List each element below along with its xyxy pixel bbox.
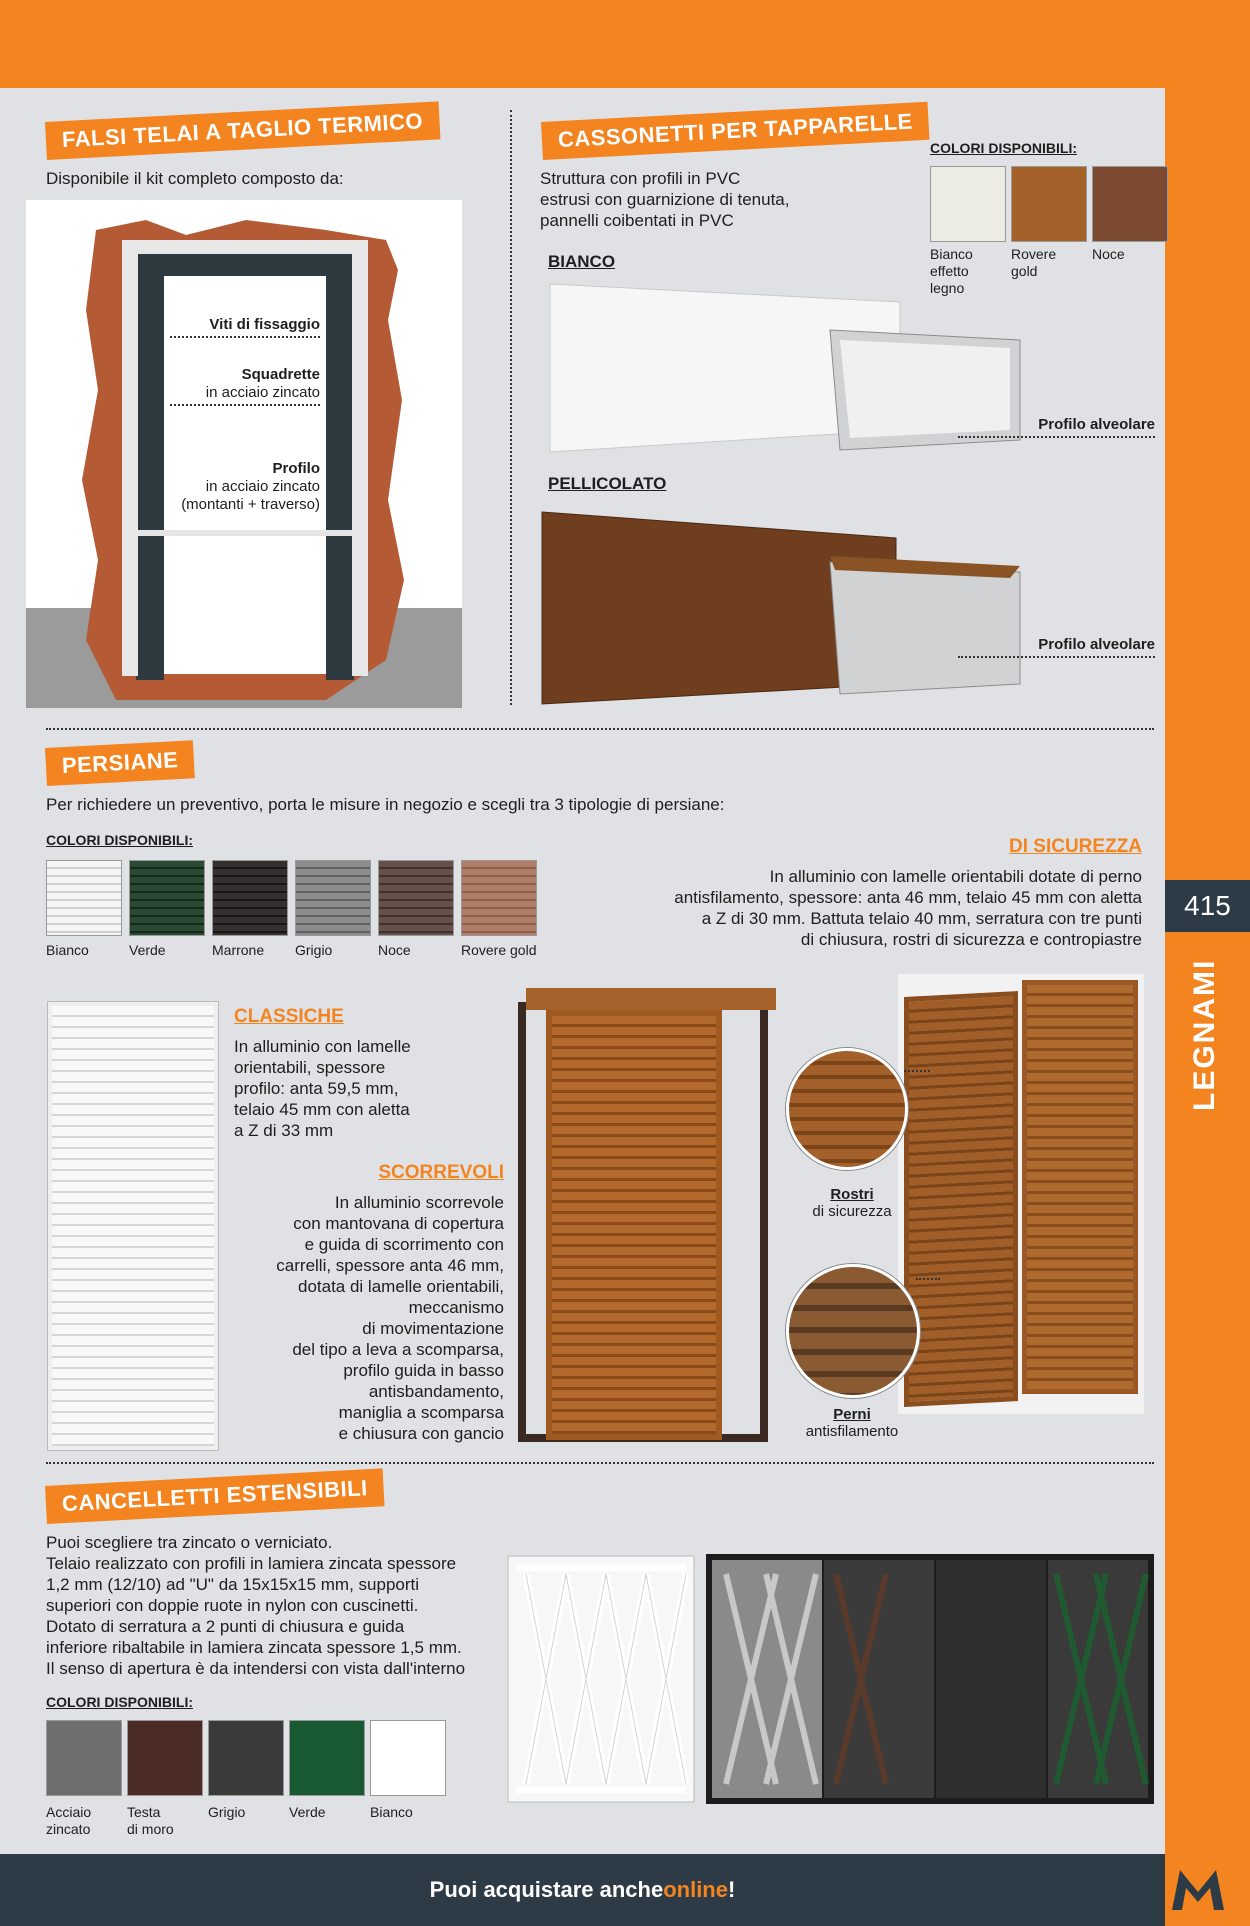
perni-detail-image [786, 1264, 920, 1398]
cancelletti-colors-title: COLORI DISPONIBILI: [46, 1694, 193, 1710]
swatch-label: Bianco [46, 942, 89, 958]
swatch-label: Testa [127, 1804, 161, 1820]
swatch-label: Marrone [212, 942, 265, 958]
swatch-color [289, 1720, 365, 1796]
swatch-item: Bianco effetto legno [930, 166, 1005, 297]
swatch-label: Verde [129, 942, 166, 958]
cassonetti-desc-2: estrusi con guarnizione di tenuta, [540, 190, 790, 209]
cancelletti-gamma-image [706, 1554, 1154, 1804]
footer-exclaim: ! [727, 1877, 736, 1902]
callout-line [916, 1278, 940, 1280]
sicurezza-line-4: di chiusura, rostri di sicurezza e contropiastre [800, 930, 1142, 949]
footer-text: Puoi acquistare anche [429, 1877, 664, 1902]
section-label: LEGNAMI [1188, 958, 1221, 1112]
scorrevoli-text: In alluminio scorrevole con mantovana di copertura e guida di scorrimento con carrelli, spessore anta 46 mm, dotata di lamelle orientabili, meccanismo di movimentazione del tipo a leva a scomparsa, profilo guida in basso antisbandamento, maniglia a scomparsa e chiusura con gancio [276, 1193, 504, 1443]
swatch-item: Testa di moro [127, 1720, 202, 1838]
swatch-item [129, 860, 204, 959]
top-banner [0, 0, 1250, 88]
swatch-item [378, 860, 453, 959]
cassonetti-title: CASSONETTI PER TAPPARELLE [541, 102, 930, 160]
brand-logo-icon [1170, 1866, 1226, 1912]
sicurezza-line-1: In alluminio con lamelle orientabili dotate di perno [769, 867, 1142, 886]
callout-profilo: Profilo in acciaio zincato (montanti + traverso) [181, 460, 320, 513]
cassonetto-pellicolato-image [540, 508, 1030, 708]
cassonetti-swatches [930, 166, 1167, 297]
persiana-classica-image [48, 1002, 218, 1450]
footer-online-link[interactable]: online [663, 1877, 728, 1902]
swatch-label: Acciaio [46, 1804, 92, 1820]
swatch-label: Noce [1092, 246, 1125, 262]
persiane-title: PERSIANE [45, 740, 195, 786]
falsi-telai-intro: Disponibile il kit completo composto da: [46, 169, 344, 188]
swatch-item: Rovere gold [1011, 166, 1086, 297]
persiane-colors-title: COLORI DISPONIBILI: [46, 832, 193, 848]
swatch-color [208, 1720, 284, 1796]
swatch-item: Acciaio zincato [46, 1720, 121, 1838]
classiche-text: In alluminio con lamelle orientabili, spessore profilo: anta 59,5 mm, telaio 45 mm con aletta a Z di 33 mm [234, 1037, 411, 1140]
cassonetti-desc-1: Struttura con profili in PVC [540, 169, 741, 188]
swatch-color [46, 860, 122, 936]
cancelletti-title: CANCELLETTI ESTENSIBILI [45, 1468, 385, 1524]
swatch-color [129, 860, 205, 936]
swatch-color [930, 166, 1006, 242]
callout-squadrette: Squadrette in acciaio zincato [205, 366, 320, 401]
callout-line [170, 404, 320, 406]
falsi-telai-image [26, 200, 462, 708]
scorrevoli-heading: SCORREVOLI [378, 1162, 504, 1183]
swatch-color [46, 1720, 122, 1796]
callout-viti: Viti di fissaggio [209, 316, 320, 333]
sicurezza-line-3: a Z di 30 mm. Battuta telaio 40 mm, serratura con tre punti [701, 909, 1142, 928]
section-divider [46, 1462, 1154, 1464]
swatch-item [212, 860, 287, 959]
classiche-heading: CLASSICHE [234, 1006, 344, 1027]
persiane-intro: Per richiedere un preventivo, porta le misure in negozio e scegli tra 3 tipologie di persiane: [46, 795, 725, 814]
callout-line [904, 1070, 930, 1072]
bianco-label: BIANCO [548, 252, 616, 271]
section-divider [46, 728, 1154, 730]
swatch-label: Rovere gold [461, 942, 537, 958]
swatch-item [370, 1720, 445, 1838]
callout-line [958, 656, 1155, 658]
cancelletto-bianco-image [506, 1554, 696, 1804]
swatch-color [1092, 166, 1168, 242]
column-divider [510, 110, 512, 705]
door-frame-illustration [26, 200, 462, 708]
swatch-label: Noce [378, 942, 411, 958]
swatch-label: Verde [289, 1804, 326, 1820]
rostri-detail-image [786, 1048, 908, 1170]
page-number: 415 [1165, 880, 1250, 932]
swatch-label: Bianco [370, 1804, 413, 1820]
persiana-sicurezza-image [898, 974, 1144, 1414]
cancelletti-swatches [46, 1720, 445, 1838]
swatch-item [208, 1720, 283, 1838]
swatch-item [1092, 166, 1167, 297]
profilo-alveolare-label-1: Profilo alveolare [1038, 416, 1155, 433]
callout-line [170, 336, 320, 338]
swatch-color [461, 860, 537, 936]
swatch-item [461, 860, 541, 959]
swatch-item [295, 860, 370, 959]
pellicolato-label: PELLICOLATO [548, 474, 667, 493]
rostri-caption: Rostri di sicurezza [812, 1186, 892, 1220]
swatch-item [46, 860, 121, 959]
swatch-color [212, 860, 288, 936]
swatch-label: Grigio [208, 1804, 246, 1820]
swatch-color [1011, 166, 1087, 242]
persiane-swatches [46, 860, 541, 959]
profilo-alveolare-label-2: Profilo alveolare [1038, 636, 1155, 653]
swatch-label: Grigio [295, 942, 333, 958]
footer-bar [0, 1854, 1165, 1926]
callout-line [958, 436, 1155, 438]
swatch-color [378, 860, 454, 936]
swatch-label: Rovere [1011, 246, 1057, 262]
sicurezza-heading: DI SICUREZZA [1009, 836, 1142, 857]
cancelletti-text: Puoi scegliere tra zincato o verniciato. Telaio realizzato con profili in lamiera zincata spessore 1,2 mm (12/10) ad "U" da 15x15x15 mm, supporti superiori con doppie ruote in nylon con cuscinetti. Dotato di serratura a 2 punti di chiusura e guida inferiore ribaltabile in lamiera zincata spessore 1,5 mm. Il senso di apertura è da intendersi con vista dall'interno [46, 1533, 466, 1678]
cassonetti-desc-3: pannelli coibentati in PVC [540, 211, 734, 230]
sicurezza-line-2: antisfilamento, spessore: anta 46 mm, telaio 45 mm con aletta [674, 888, 1142, 907]
swatch-label: Bianco [930, 246, 973, 262]
cassonetti-colors-title: COLORI DISPONIBILI: [930, 140, 1077, 156]
swatch-item [289, 1720, 364, 1838]
swatch-color [127, 1720, 203, 1796]
falsi-telai-title: FALSI TELAI A TAGLIO TERMICO [45, 101, 440, 160]
swatch-color [370, 1720, 446, 1796]
perni-caption: Perni antisfilamento [805, 1406, 899, 1440]
persiana-scorrevole-image [518, 988, 776, 1444]
swatch-color [295, 860, 371, 936]
